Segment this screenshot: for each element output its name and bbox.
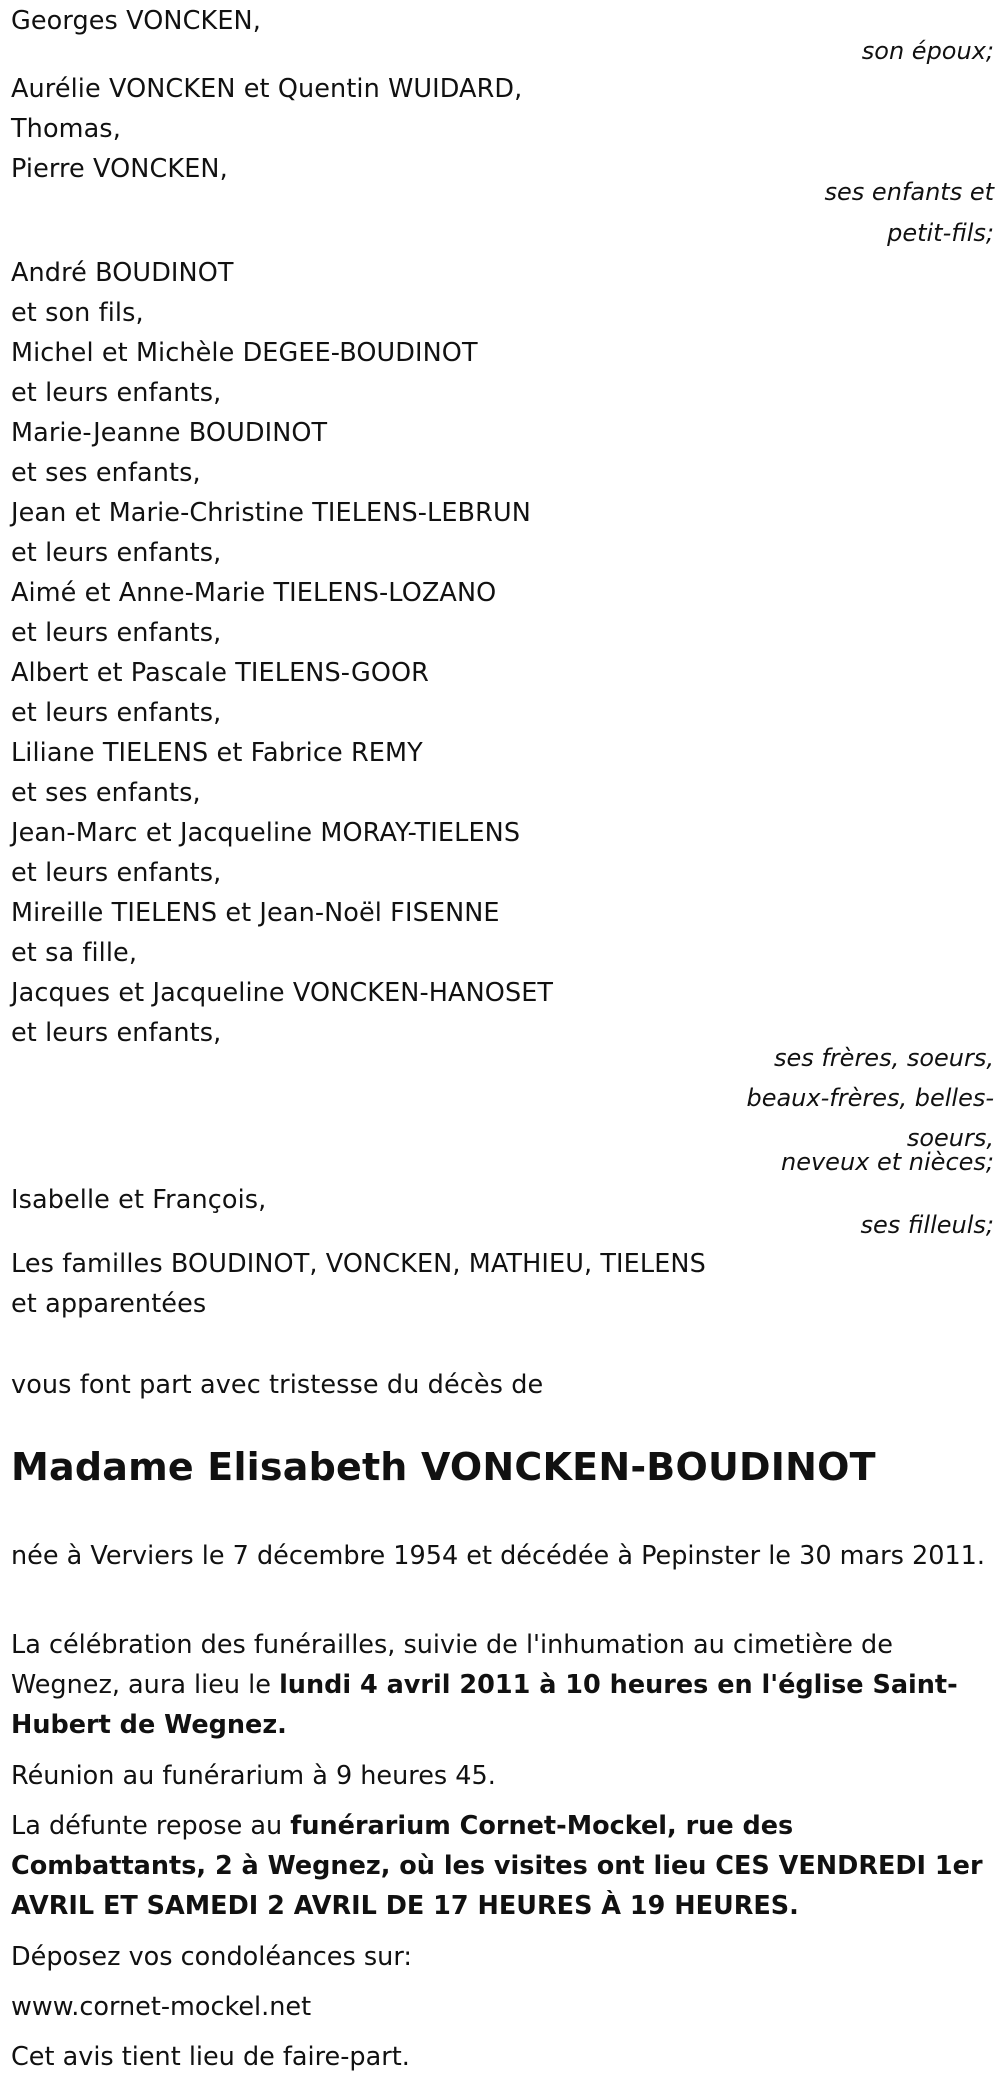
spouse-name: Georges VONCKEN, [11,6,261,36]
spouse-role: son époux; [861,37,994,65]
child-name: Thomas, [11,114,121,144]
siblings-role: soeurs, [906,1124,994,1152]
siblings-role: neveux et nièces; [781,1148,994,1176]
sibling-line: et leurs enfants, [11,858,222,888]
sibling-line: et ses enfants, [11,778,201,808]
closing-text: Cet avis tient lieu de faire-part. [11,2042,410,2072]
sibling-line: et leurs enfants, [11,698,222,728]
sibling-line: et sa fille, [11,938,138,968]
rest-paragraph [11,1806,991,1926]
sibling-line: André BOUDINOT [11,258,234,288]
sibling-line: et son fils, [11,298,144,328]
siblings-role: beaux-frères, belles- [746,1084,994,1112]
rest-details: funérarium Cornet-Mockel, rue des Combattants, 2 à Wegnez, où les visites ont lieu CES VENDREDI 1er AVRIL ET SAMEDI 2 AVRIL DE 17 HEURES À 19 HEURES. [11,1811,983,1921]
sibling-line: Marie-Jeanne BOUDINOT [11,418,328,448]
funeral-details: lundi 4 avril 2011 à 10 heures en l'église Saint-Hubert de Wegnez. [11,1670,958,1740]
funeral-paragraph [11,1625,991,1745]
children-role: ses enfants et [824,178,994,206]
sibling-line: Jean-Marc et Jacqueline MORAY-TIELENS [11,818,521,848]
families-line: Les familles BOUDINOT, VONCKEN, MATHIEU, TIELENS [11,1249,706,1279]
godchildren-name: Isabelle et François, [11,1185,267,1215]
sibling-line: Mireille TIELENS et Jean-Noël FISENNE [11,898,500,928]
deceased-name: Madame Elisabeth VONCKEN-BOUDINOT [11,1445,876,1489]
child-name: Aurélie VONCKEN et Quentin WUIDARD, [11,74,523,104]
families-line: et apparentées [11,1289,207,1319]
meeting-text: Réunion au funérarium à 9 heures 45. [11,1761,496,1791]
sibling-line: et leurs enfants, [11,618,222,648]
siblings-role: ses frères, soeurs, [773,1044,994,1072]
rest-intro: La défunte repose au [11,1811,291,1841]
sibling-line: et ses enfants, [11,458,201,488]
sibling-line: Aimé et Anne-Marie TIELENS-LOZANO [11,578,497,608]
sibling-line: Liliane TIELENS et Fabrice REMY [11,738,423,768]
children-role: petit-fils; [887,219,994,247]
sibling-line: Jean et Marie-Christine TIELENS-LEBRUN [11,498,531,528]
birth-death-text: née à Verviers le 7 décembre 1954 et décédée à Pepinster le 30 mars 2011. [11,1541,985,1571]
announcement-text: vous font part avec tristesse du décès de [11,1370,544,1400]
sibling-line: et leurs enfants, [11,538,222,568]
condolences-text: Déposez vos condoléances sur: [11,1942,412,1972]
godchildren-role: ses filleuls; [860,1211,994,1239]
child-name: Pierre VONCKEN, [11,154,228,184]
website-link[interactable]: www.cornet-mockel.net [11,1992,312,2022]
funeral-intro: La célébration des funérailles, suivie de l'inhumation au cimetière de Wegnez, aura lieu le [11,1630,893,1700]
sibling-line: et leurs enfants, [11,378,222,408]
sibling-line: Albert et Pascale TIELENS-GOOR [11,658,429,688]
sibling-line: Jacques et Jacqueline VONCKEN-HANOSET [11,978,554,1008]
sibling-line: et leurs enfants, [11,1018,222,1048]
sibling-line: Michel et Michèle DEGEE-BOUDINOT [11,338,478,368]
website-link-wrapper [11,1987,991,2027]
